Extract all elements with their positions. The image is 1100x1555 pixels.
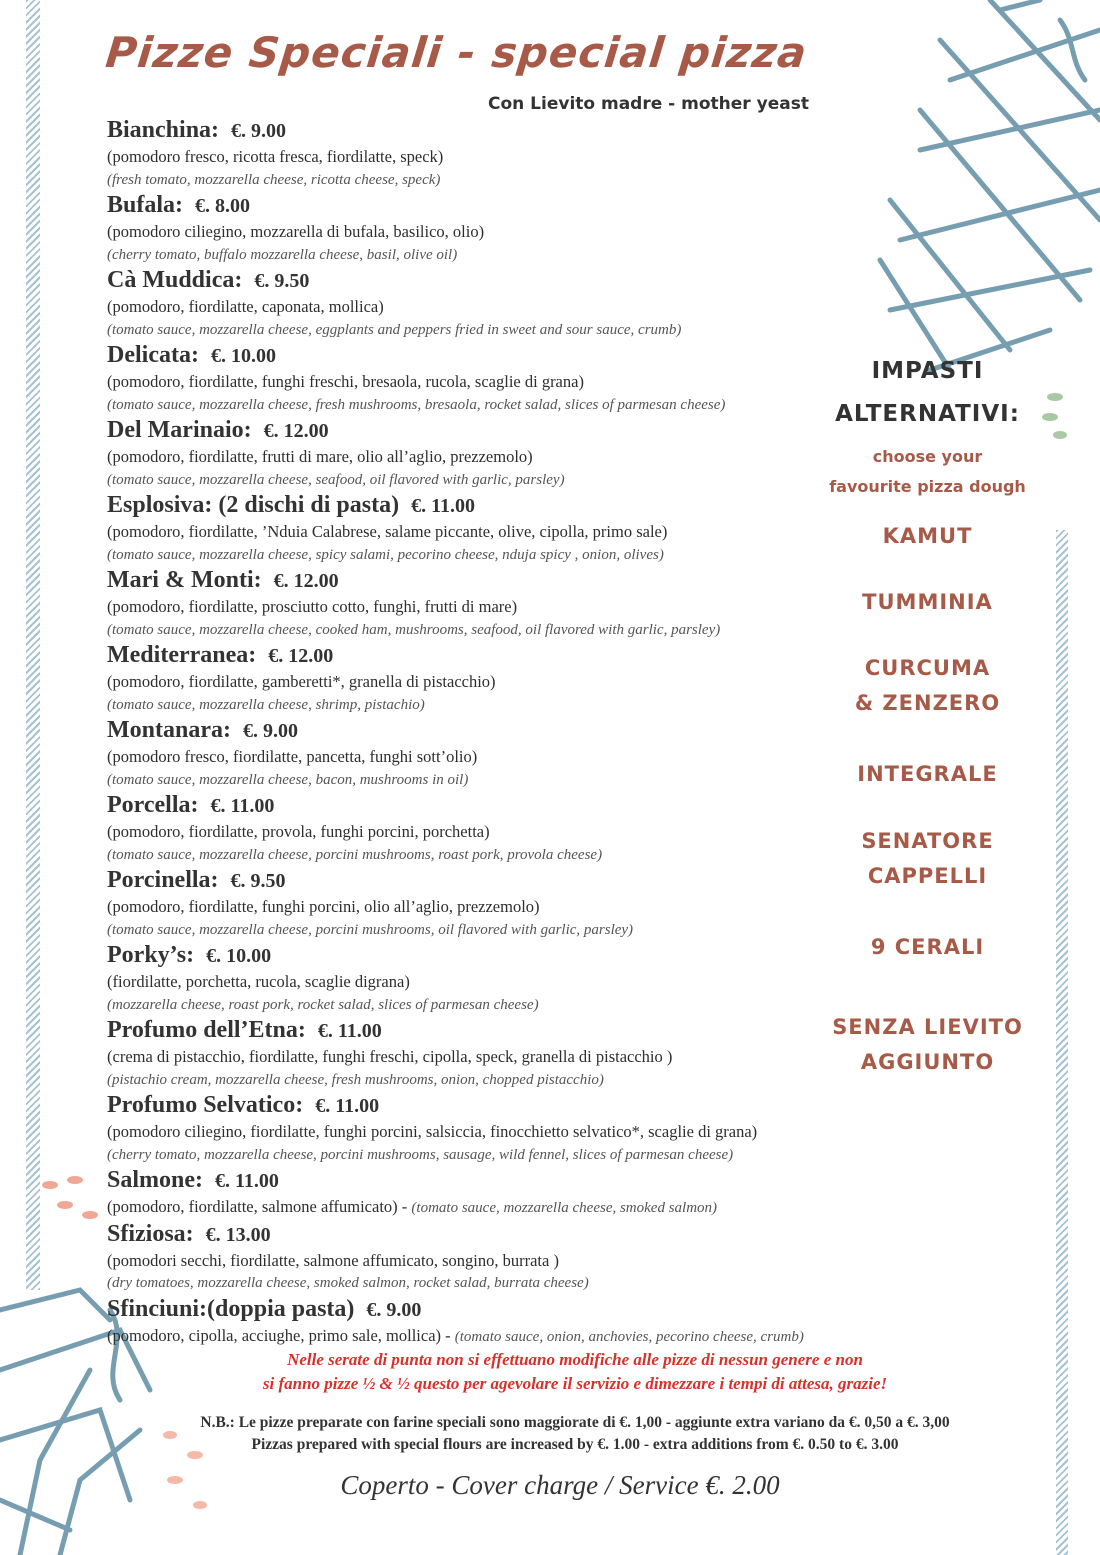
menu-item bbox=[107, 342, 867, 417]
item-title bbox=[107, 417, 867, 445]
ingredients-italian: (pomodoro, cipolla, acciughe, primo sale, mollica) - bbox=[107, 1325, 455, 1345]
item-title bbox=[107, 792, 867, 820]
notice-line: Nelle serate di punta non si effettuano modifiche alle pizze di nessun genere e non bbox=[287, 1350, 863, 1369]
item-title bbox=[107, 1017, 867, 1045]
item-title bbox=[107, 117, 867, 145]
ingredients-english: (tomato sauce, mozzarella cheese, seafood, oil flavored with garlic, parsley) bbox=[107, 471, 565, 488]
item-price: €. 9.00 bbox=[231, 120, 287, 142]
item-price: €. 9.00 bbox=[242, 720, 298, 742]
item-name: Mediterranea: bbox=[107, 642, 257, 668]
menu-item bbox=[107, 942, 867, 1017]
dough-option: 9 CERALI bbox=[870, 935, 985, 959]
item-title bbox=[107, 717, 867, 745]
item-name: Salmone: bbox=[107, 1167, 203, 1193]
item-price: €. 10.00 bbox=[210, 345, 276, 367]
ingredients-english: (tomato sauce, mozzarella cheese, eggplants and peppers fried in sweet and sour sauce, crumb) bbox=[107, 321, 682, 338]
dough-option: CAPPELLI bbox=[867, 864, 988, 888]
menu-item bbox=[107, 567, 867, 642]
ingredients-italian: (pomodoro, fiordilatte, caponata, mollica) bbox=[107, 297, 384, 316]
page-subtitle: Con Lievito madre - mother yeast bbox=[488, 94, 809, 114]
ingredients-italian: (pomodoro, fiordilatte, funghi porcini, olio all’aglio, prezzemolo) bbox=[107, 897, 540, 916]
ingredients-italian: (pomodoro, fiordilatte, salmone affumicato) - bbox=[107, 1197, 412, 1216]
dough-sidebar bbox=[800, 350, 1055, 1080]
ingredients-english: (fresh tomato, mozzarella cheese, ricotta cheese, speck) bbox=[107, 171, 441, 188]
dough-subheading: choose your bbox=[872, 447, 983, 466]
item-price: €. 13.00 bbox=[205, 1223, 271, 1246]
ingredients-english: (mozzarella cheese, roast pork, rocket salad, slices of parmesan cheese) bbox=[107, 996, 539, 1013]
menu-item bbox=[107, 492, 867, 567]
ingredients-italian: (crema di pistacchio, fiordilatte, funghi freschi, cipolla, speck, granella di pistacchio ) bbox=[107, 1047, 673, 1066]
item-price: €. 12.00 bbox=[273, 570, 339, 592]
ingredients-english: (cherry tomato, buffalo mozzarella cheese, basil, olive oil) bbox=[107, 246, 458, 263]
ingredients-italian: (pomodoro ciliegino, mozzarella di bufala, basilico, olio) bbox=[107, 222, 485, 241]
item-title bbox=[107, 1092, 867, 1120]
menu-item bbox=[107, 117, 867, 192]
ingredients-english: (tomato sauce, mozzarella cheese, cooked ham, mushrooms, seafood, oil flavored with garlic, parsley) bbox=[107, 621, 721, 638]
ingredients-italian: (pomodoro fresco, ricotta fresca, fiordilatte, speck) bbox=[107, 147, 444, 166]
item-name: Porcella: bbox=[107, 792, 199, 818]
ingredients-italian: (pomodoro fresco, fiordilatte, pancetta, funghi sott’olio) bbox=[107, 747, 478, 766]
ingredients-italian: (pomodoro, fiordilatte, gamberetti*, granella di pistacchio) bbox=[107, 672, 496, 691]
page-title: Pizze Speciali - special pizza bbox=[103, 28, 810, 77]
item-name: Porcinella: bbox=[107, 867, 219, 893]
item-name: Profumo Selvatico: bbox=[107, 1092, 304, 1118]
item-title bbox=[107, 642, 867, 670]
ingredients-italian: (pomodori secchi, fiordilatte, salmone affumicato, songino, burrata ) bbox=[107, 1250, 559, 1270]
item-title bbox=[107, 192, 867, 220]
dough-option: KAMUT bbox=[882, 524, 973, 548]
item-title bbox=[107, 1221, 867, 1249]
item-name: Esplosiva: (2 dischi di pasta) bbox=[107, 492, 400, 518]
menu-item bbox=[107, 1167, 867, 1221]
item-price: €. 11.00 bbox=[317, 1020, 382, 1042]
item-price: €. 9.50 bbox=[254, 270, 310, 292]
item-name: Sfiziosa: bbox=[107, 1220, 194, 1247]
item-title bbox=[107, 267, 867, 295]
dough-subheading: favourite pizza dough bbox=[829, 477, 1026, 496]
menu-item bbox=[107, 267, 867, 342]
dough-option: AGGIUNTO bbox=[860, 1050, 995, 1074]
ingredients-italian: (pomodoro, fiordilatte, funghi freschi, bresaola, rucola, scaglie di grana) bbox=[107, 372, 584, 391]
ingredients-english: (tomato sauce, mozzarella cheese, spicy salami, pecorino cheese, nduja spicy , onion, olives) bbox=[107, 546, 664, 563]
menu-item bbox=[107, 792, 867, 867]
dough-option: INTEGRALE bbox=[857, 762, 998, 786]
item-ingredients bbox=[107, 1195, 867, 1221]
item-price: €. 11.00 bbox=[315, 1095, 380, 1117]
ingredients-italian: (pomodoro, fiordilatte, ’Nduia Calabrese, salame piccante, olive, cipolla, primo sale) bbox=[107, 522, 668, 541]
item-name: Montanara: bbox=[107, 717, 231, 743]
menu-item bbox=[107, 1017, 867, 1092]
item-name: Porky’s: bbox=[107, 942, 195, 968]
menu-item bbox=[107, 192, 867, 267]
item-title bbox=[107, 1167, 867, 1195]
menu-item bbox=[107, 642, 867, 717]
dough-heading: IMPASTI bbox=[871, 358, 984, 384]
dough-heading: ALTERNATIVI: bbox=[835, 401, 1020, 427]
extras-note bbox=[80, 1412, 1070, 1456]
item-price: €. 12.00 bbox=[268, 645, 334, 667]
item-title bbox=[107, 1296, 867, 1324]
ingredients-english: (tomato sauce, mozzarella cheese, porcini mushrooms, oil flavored with garlic, parsley) bbox=[107, 921, 634, 938]
fishing-net-top-right-icon bbox=[860, 0, 1100, 380]
item-price: €. 11.00 bbox=[210, 795, 275, 817]
item-ingredients bbox=[107, 1324, 867, 1350]
item-name: Bianchina: bbox=[107, 117, 220, 143]
item-name: Mari & Monti: bbox=[107, 567, 262, 593]
ingredients-english: (dry tomatoes, mozzarella cheese, smoked salmon, rocket salad, burrata cheese) bbox=[107, 1275, 589, 1291]
ingredients-english: (tomato sauce, mozzarella cheese, shrimp, pistachio) bbox=[107, 696, 425, 713]
menu-item bbox=[107, 717, 867, 792]
item-title bbox=[107, 342, 867, 370]
ingredients-italian: (pomodoro, fiordilatte, prosciutto cotto, funghi, frutti di mare) bbox=[107, 597, 518, 616]
ingredients-english: (cherry tomato, mozzarella cheese, porcini mushrooms, sausage, wild fennel, slices of parmesan cheese) bbox=[107, 1146, 734, 1163]
menu-item bbox=[107, 417, 867, 492]
note-english: Pizzas prepared with special flours are increased by €. 1.00 - extra additions from €. 0.50 to €. 3.00 bbox=[251, 1436, 899, 1453]
ingredients-english: (tomato sauce, mozzarella cheese, bacon, mushrooms in oil) bbox=[107, 771, 469, 788]
ingredients-english: (tomato sauce, mozzarella cheese, smoked salmon) bbox=[411, 1200, 718, 1216]
decorative-stripe-left bbox=[26, 0, 40, 1290]
dough-option: & ZENZERO bbox=[854, 691, 1001, 715]
dough-option: SENZA LIEVITO bbox=[832, 1015, 1023, 1039]
item-title bbox=[107, 567, 867, 595]
dough-option: CURCUMA bbox=[864, 656, 991, 680]
fish-decoration-icon bbox=[35, 1170, 105, 1230]
item-price: €. 11.00 bbox=[411, 495, 475, 517]
ingredients-english: (tomato sauce, mozzarella cheese, fresh mushrooms, bresaola, rocket salad, slices of parmesan cheese) bbox=[107, 396, 726, 413]
menu-item bbox=[107, 867, 867, 942]
item-name: Bufala: bbox=[107, 192, 184, 218]
item-price: €. 11.00 bbox=[215, 1170, 279, 1192]
ingredients-english: (tomato sauce, mozzarella cheese, porcini mushrooms, roast pork, provola cheese) bbox=[107, 846, 603, 863]
menu-item bbox=[107, 1221, 867, 1296]
dough-option: TUMMINIA bbox=[862, 590, 993, 614]
ingredients-english: (pistachio cream, mozzarella cheese, fresh mushrooms, onion, chopped pistacchio) bbox=[107, 1071, 604, 1088]
item-price: €. 8.00 bbox=[195, 195, 251, 217]
item-price: €. 9.00 bbox=[366, 1298, 422, 1321]
notice-line: si fanno pizze ½ & ½ questo per agevolare il servizio e dimezzare i tempi di attesa, grazie! bbox=[262, 1374, 888, 1393]
ingredients-italian: (pomodoro, fiordilatte, provola, funghi porcini, porchetta) bbox=[107, 822, 490, 841]
pizza-list bbox=[107, 117, 867, 1349]
item-price: €. 12.00 bbox=[263, 420, 329, 442]
item-name: Sfinciuni:(doppia pasta) bbox=[107, 1295, 355, 1322]
note-italian: N.B.: Le pizze preparate con farine speciali sono maggiorate di €. 1,00 - aggiunte extra variano da €. 0,50 a €. 3,00 bbox=[200, 1414, 950, 1431]
item-price: €. 10.00 bbox=[206, 945, 272, 967]
ingredients-italian: (pomodoro, fiordilatte, frutti di mare, olio all’aglio, prezzemolo) bbox=[107, 447, 533, 466]
item-name: Cà Muddica: bbox=[107, 267, 243, 293]
item-name: Profumo dell’Etna: bbox=[107, 1017, 306, 1043]
ingredients-english: (tomato sauce, onion, anchovies, pecorino cheese, crumb) bbox=[454, 1328, 804, 1345]
cover-charge: Coperto - Cover charge / Service €. 2.00 bbox=[340, 1470, 780, 1500]
decorative-stripe-right bbox=[1056, 530, 1068, 1555]
dough-option: SENATORE bbox=[861, 829, 994, 853]
item-title bbox=[107, 942, 867, 970]
menu-item bbox=[107, 1296, 867, 1350]
item-price: €. 9.50 bbox=[230, 870, 286, 892]
item-title bbox=[107, 492, 867, 520]
menu-item bbox=[107, 1092, 867, 1167]
ingredients-italian: (fiordilatte, porchetta, rucola, scaglie digrana) bbox=[107, 972, 410, 991]
item-name: Del Marinaio: bbox=[107, 417, 252, 443]
service-notice bbox=[150, 1348, 1000, 1396]
item-name: Delicata: bbox=[107, 342, 199, 368]
ingredients-italian: (pomodoro ciliegino, fiordilatte, funghi porcini, salsiccia, finocchietto selvatico*, scaglie di grana) bbox=[107, 1122, 758, 1141]
item-title bbox=[107, 867, 867, 895]
